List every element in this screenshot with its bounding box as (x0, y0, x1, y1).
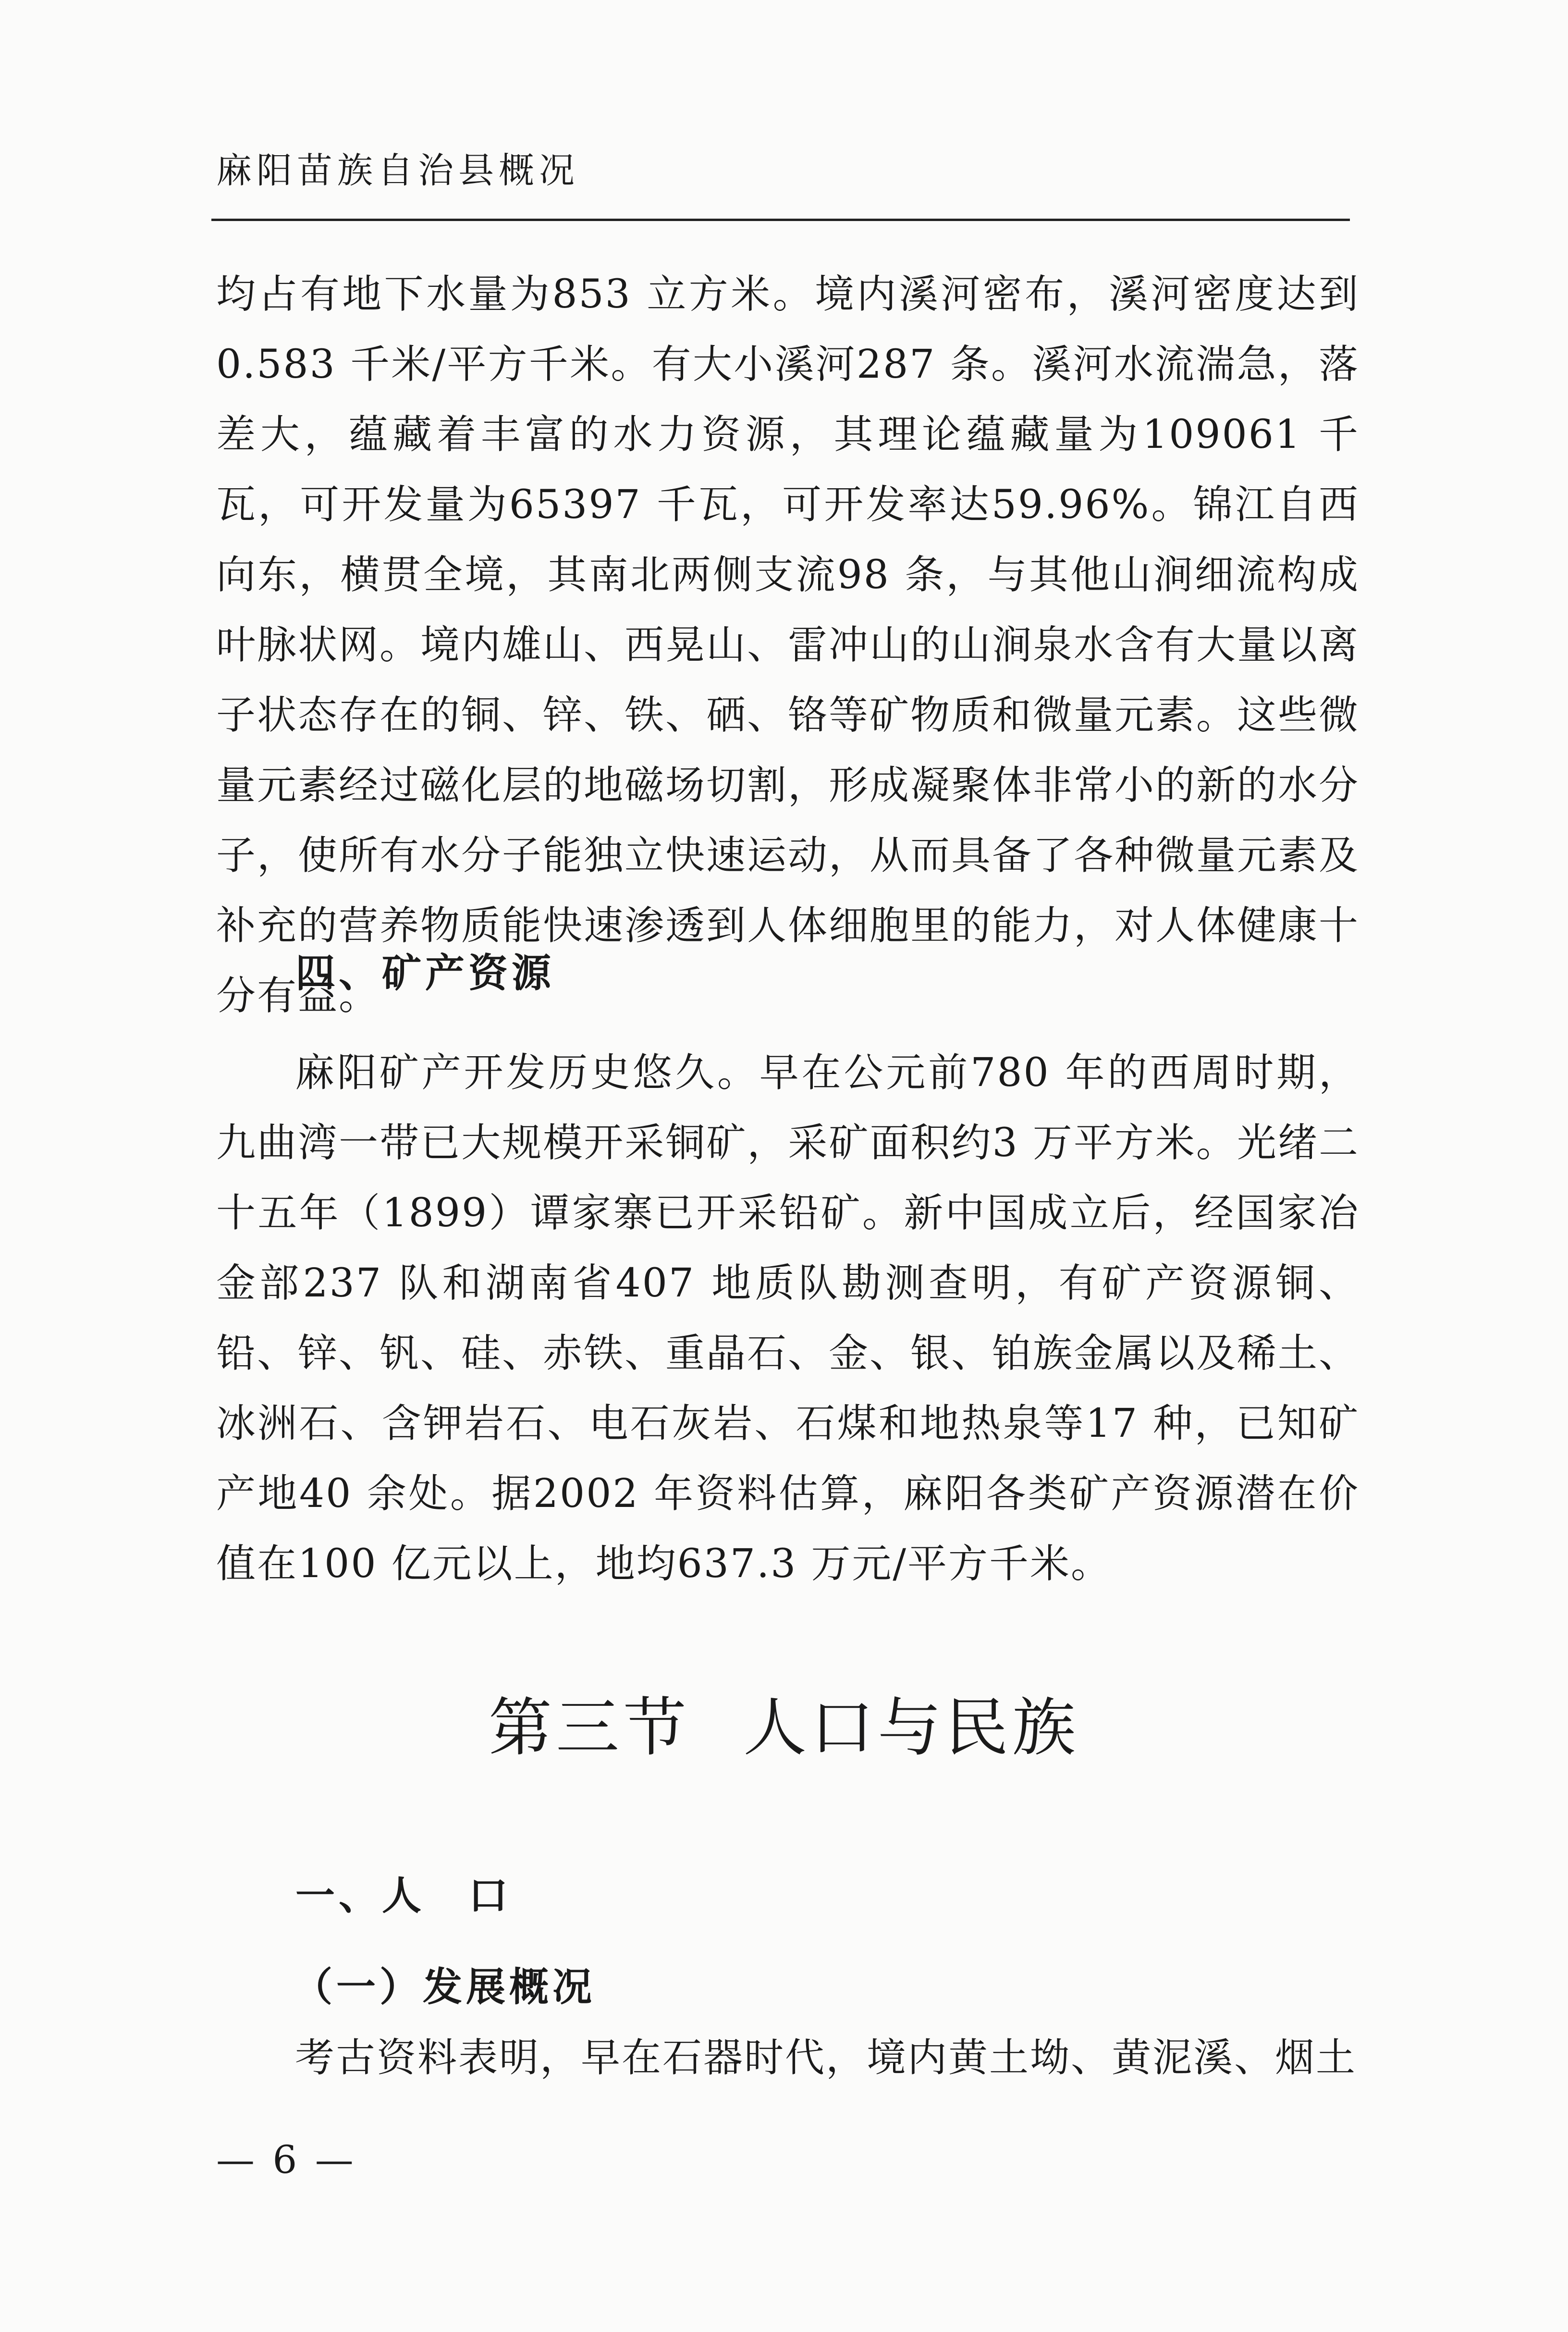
running-header: 麻阳苗族自治县概况 (216, 150, 579, 191)
heading-population-suffix: 口 (468, 1873, 512, 1919)
paragraph-archaeology: 考古资料表明，早在石器时代，境内黄土坳、黄泥溪、烟土 (295, 2035, 1357, 2081)
heading-development-overview: （一）发展概况 (293, 1964, 596, 2010)
chapter-title-topic: 人口与民族 (743, 1691, 1079, 1765)
chapter-title-section: 第三节 (489, 1691, 690, 1765)
header-rule (211, 219, 1350, 221)
heading-mineral-resources: 四、矿产资源 (295, 950, 555, 996)
heading-population-prefix: 一、人 (295, 1873, 426, 1919)
paragraph-mineral-resources: 麻阳矿产开发历史悠久。早在公元前780 年的西周时期，九曲湾一带已大规模开采铜矿，采矿面积约3 万平方米。光绪二十五年（1899）谭家寨已开采铅矿。新中国成立后，经国家冶金部237 队和湖南省407 地质队勘测查明，有矿产资源铜、铅、锌、钒、硅、赤铁、重晶石、金、银、铂族金属以及稀土、冰洲石、含钾岩石、电石灰岩、石煤和地热泉等17 种，已知矿产地40 余处。据2002 年资料估算，麻阳各类矿产资源潜在价值在100 亿元以上，地均637.3 万元/平方千米。 (216, 1050, 1360, 1587)
page-number: — 6 — (216, 2137, 356, 2182)
chapter-title (0, 1691, 1568, 1765)
paragraph-water-resources: 均占有地下水量为853 立方米。境内溪河密布，溪河密度达到 0.583 千米/平方千米。有大小溪河287 条。溪河水流湍急，落差大，蕴藏着丰富的水力资源，其理论蕴藏量为109061 千瓦，可开发量为65397 千瓦，可开发率达59.96%。锦江自西向东，横贯全境，其南北两侧支流98 条，与其他山涧细流构成叶脉状网。境内雄山、西晃山、雷冲山的山涧泉水含有大量以离子状态存在的铜、锌、铁、硒、铬等矿物质和微量元素。这些微量元素经过磁化层的地磁场切割，形成凝聚体非常小的新的水分子，使所有水分子能独立快速运动，从而具备了各种微量元素及补充的营养物质能快速渗透到人体细胞里的能力，对人体健康十分有益。 (216, 271, 1360, 1019)
heading-population (295, 1873, 512, 1919)
